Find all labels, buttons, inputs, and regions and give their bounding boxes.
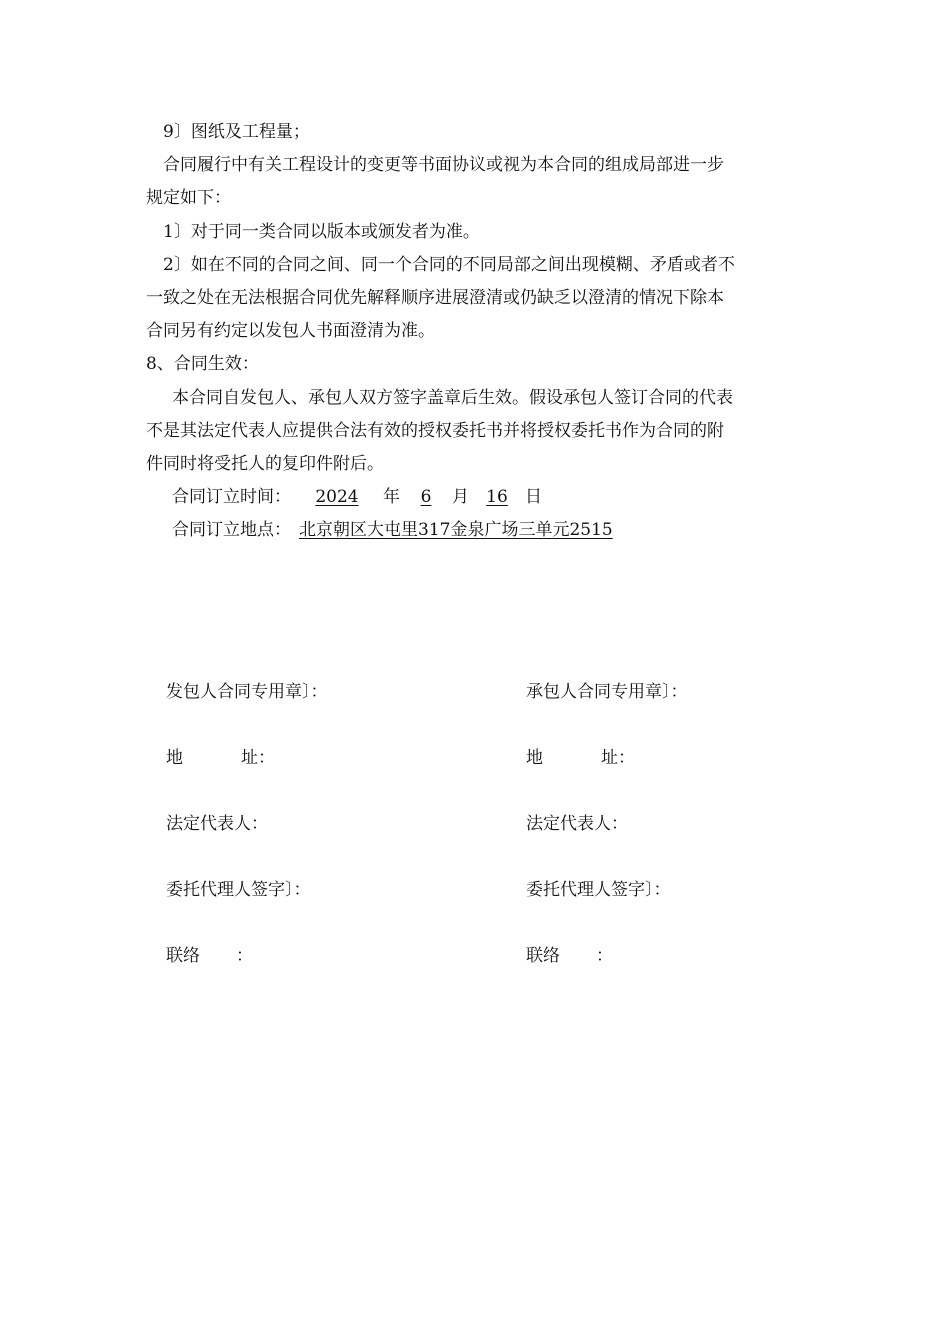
employer-agent-label: 委托代理人签字〕： <box>166 880 311 900</box>
contract-body <box>146 116 810 548</box>
day-unit: 日 <box>525 487 542 508</box>
sign-date-year: 2024 <box>315 487 359 508</box>
clause-changes: 合同履行中有关工程设计的变更等书面协议或视为本合同的组成局部进一步 <box>163 155 724 176</box>
clause-rule-2-end: 合同另有约定以发包人书面澄清为准。 <box>146 321 435 342</box>
sign-date-label: 合同订立时间： <box>172 487 291 508</box>
sign-date-day: 16 <box>486 487 508 508</box>
sign-place-line <box>146 514 810 547</box>
clause-changes-cont: 规定如下： <box>146 188 231 209</box>
section-heading-effectiveness: 8、合同生效： <box>146 354 259 375</box>
contractor-signature-column <box>526 676 866 1006</box>
contractor-agent-label: 委托代理人签字〕： <box>526 880 671 900</box>
sign-place-label: 合同订立地点： <box>172 520 291 541</box>
year-unit: 年 <box>383 487 400 508</box>
contractor-seal-label: 承包人合同专用章〕： <box>526 682 688 702</box>
contractor-contact-text: 联络 <box>526 946 560 966</box>
clause-effectiveness-cont: 不是其法定代表人应提供合法有效的授权委托书并将授权委托书作为合同的附 <box>146 420 724 441</box>
contractor-address-char-2: 址： <box>601 748 635 768</box>
employer-signature-column <box>166 676 506 1006</box>
clause-drawings: 9〕图纸及工程量； <box>163 122 310 142</box>
employer-address-label <box>166 742 506 808</box>
clause-rule-2-cont: 一致之处在无法根据合同优先解释顺序进展澄清或仍缺乏以澄清的情况下除本 <box>146 288 724 309</box>
employer-legal-rep-label: 法定代表人： <box>166 814 268 834</box>
sign-place-value: 北京朝区大屯里317金泉广场三单元2515 <box>299 520 613 541</box>
contractor-address-char-1: 地 <box>526 748 543 768</box>
employer-contact-text: 联络 <box>166 946 200 966</box>
employer-address-char-2: 址： <box>241 748 275 768</box>
employer-address-char-1: 地 <box>166 748 183 768</box>
clause-effectiveness-end: 件同时将受托人的复印件附后。 <box>146 454 384 475</box>
clause-rule-2: 2〕如在不同的合同之间、同一个合同的不同局部之间出现模糊、矛盾或者不 <box>163 254 735 275</box>
month-unit: 月 <box>452 487 469 508</box>
contractor-contact-colon: ： <box>596 946 613 966</box>
contractor-contact-label <box>526 940 866 1006</box>
sign-date-line <box>146 481 810 514</box>
employer-contact-colon: ： <box>236 946 253 966</box>
employer-seal-label: 发包人合同专用章〕： <box>166 682 328 702</box>
sign-date-month: 6 <box>420 487 432 508</box>
contractor-address-label <box>526 742 866 808</box>
clause-effectiveness: 本合同自发包人、承包人双方签字盖章后生效。假设承包人签订合同的代表 <box>172 387 733 408</box>
employer-contact-label <box>166 940 506 1006</box>
contractor-legal-rep-label: 法定代表人： <box>526 814 628 834</box>
clause-rule-1: 1〕对于同一类合同以版本或颁发者为准。 <box>163 221 480 242</box>
